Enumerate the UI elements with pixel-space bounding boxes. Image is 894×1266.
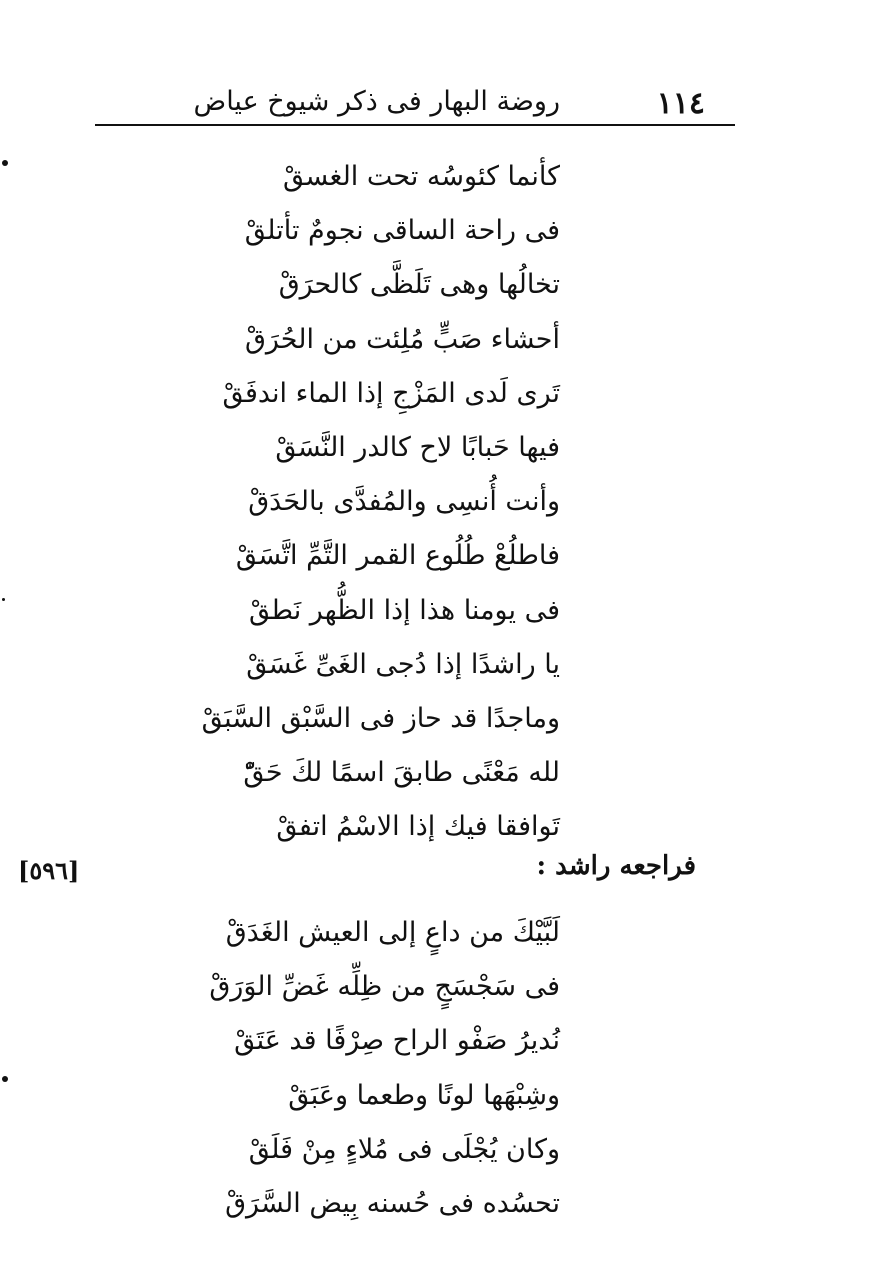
running-title: روضة البهار فى ذكر شيوخ عياض [193,86,560,117]
scan-speck [2,1076,8,1082]
verse-line: فيها حَبابًا لاح كالدر النَّسَقْ [275,431,560,463]
verse-line: تحسُده فى حُسنه بِيض السَّرَقْ [225,1187,560,1219]
verse-line: نُديرُ صَفْو الراح صِرْفًا قد عَتَقْ [234,1025,560,1057]
reply-intro: فراجعه راشد : [536,851,696,881]
poem-part-1 [201,150,560,854]
verse-line: لَبَّيْكَ من داعٍ إلى العيش الغَدَقْ [225,917,560,948]
scan-speck [2,598,5,601]
page-number: ١١٤ [656,86,705,121]
verse-line: لله مَعْنًى طابقَ اسمًا لكَ حَقّْ [243,757,560,789]
verse-line: فى سَجْسَجٍ من ظِلِّه غَضِّ الوَرَقْ [209,971,560,1003]
verse-line: فاطلُعْ طُلُوع القمر التَّمِّ اتَّسَقْ [235,540,560,572]
verse-line: كأنما كئوسُه تحت الغسقْ [282,161,560,192]
verse-line: وأنت أُنسِى والمُفدَّى بالحَدَقْ [248,486,560,518]
verse-line: تَرى لَدى المَزْجِ إذا الماء اندفَقْ [222,377,560,409]
verse-line: وكان يُجْلَى فى مُلاءٍ مِنْ فَلَقْ [248,1133,560,1165]
verse-line: فى يومنا هذا إذا الظُّهر نَطقْ [249,594,560,626]
scan-speck [2,160,8,166]
header-rule [95,124,735,126]
verse-line: وماجدًا قد حاز فى السَّبْق السَّبَقْ [201,702,560,734]
margin-reference: [٥٩٦] [18,856,80,885]
verse-line: تَوافقا فيك إذا الاسْمُ اتفقْ [276,811,560,843]
page-header [95,80,735,124]
verse-line: تخالُها وهى تَلَظَّى كالحرَقْ [278,269,560,301]
poem-part-2 [209,906,560,1231]
verse-line: وشِبْهَها لونًا وطعما وعَبَقْ [288,1079,560,1111]
verse-line: فى راحة الساقى نجومٌ تأتلقْ [244,215,560,247]
verse-line: أحشاء صَبٍّ مُلِئت من الحُرَقْ [244,323,560,355]
verse-line: يا راشدًا إذا دُجى الغَىِّ غَسَقْ [246,648,560,680]
